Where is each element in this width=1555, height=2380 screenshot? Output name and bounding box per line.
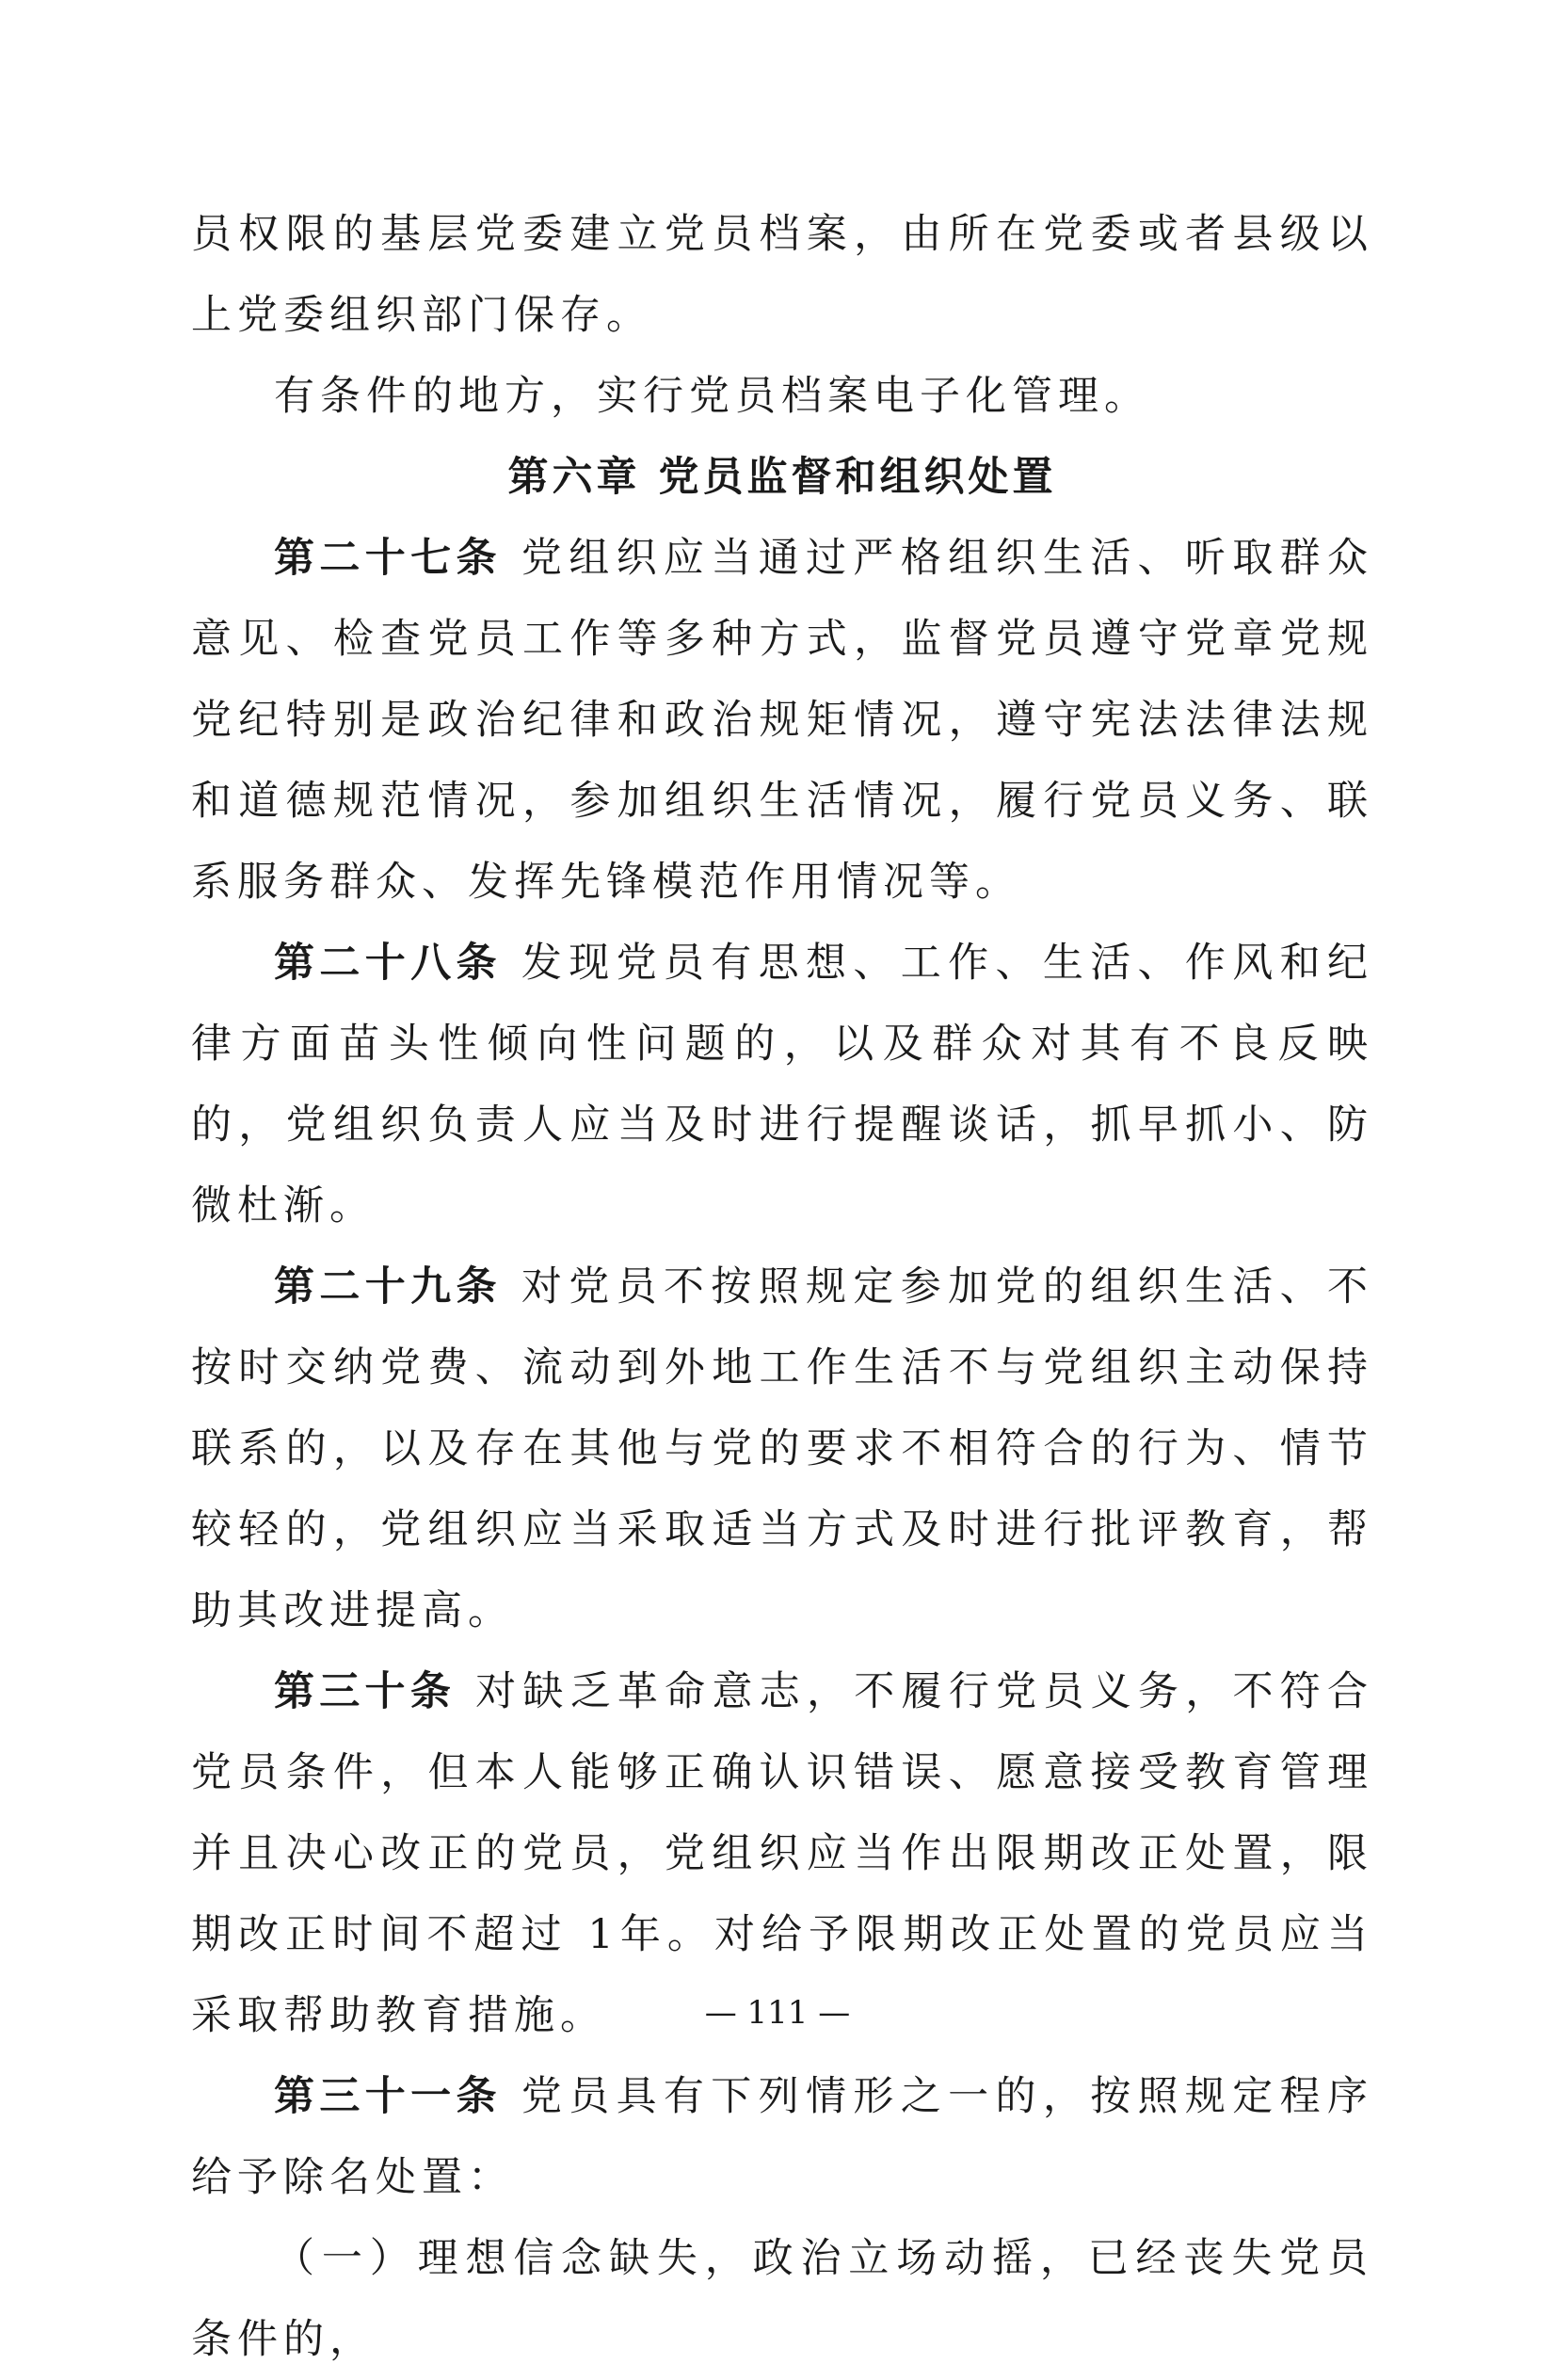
article-number: 第二十八条 [274, 940, 502, 987]
article-31 [191, 2056, 1373, 2218]
list-item-1: （一）理想信念缺失，政治立场动摇，已经丧失党员条件的， [191, 2235, 1373, 2363]
article-29 [191, 1246, 1373, 1651]
article-number: 第三十一条 [274, 2073, 502, 2120]
article-number: 第二十九条 [274, 1263, 502, 1311]
article-text: 发现党员有思想、工作、生活、作风和纪律方面苗头性倾向性问题的，以及群众对其有不良反映的，党组织负责人应当及时进行提醒谈话，抓早抓小、防微杜渐。 [191, 940, 1373, 1230]
document-body [191, 194, 1373, 2380]
article-28 [191, 923, 1373, 1246]
paragraph-archive-keeping: 员权限的基层党委建立党员档案，由所在党委或者县级以上党委组织部门保存。 [191, 211, 1373, 339]
article-number: 第二十七条 [274, 535, 502, 582]
article-text: 党员具有下列情形之一的，按照规定程序给予除名处置： [191, 2073, 1373, 2201]
paragraph-electronic-archives: 有条件的地方，实行党员档案电子化管理。 [274, 373, 1150, 420]
article-text: 对缺乏革命意志，不履行党员义务，不符合党员条件，但本人能够正确认识错误、愿意接受教育管理并且决心改正的党员，党组织应当作出限期改正处置，限期改正时间不超过 1年。对给予限期改正处置的党员应当采取帮助教育措施。 [191, 1668, 1374, 2039]
article-number: 第三十条 [274, 1668, 457, 1715]
article-text: 党组织应当通过严格组织生活、听取群众意见、检查党员工作等多种方式，监督党员遵守党章党规党纪特别是政治纪律和政治规矩情况，遵守宪法法律法规和道德规范情况，参加组织生活情况，履行党员义务、联系服务群众、发挥先锋模范作用情况等。 [191, 535, 1373, 906]
article-text: 对党员不按照规定参加党的组织生活、不按时交纳党费、流动到外地工作生活不与党组织主动保持联系的，以及存在其他与党的要求不相符合的行为、情节较轻的，党组织应当采取适当方式及时进行批评教育，帮助其改进提高。 [191, 1263, 1373, 1634]
article-27 [191, 518, 1373, 923]
page-number: — 111 — [704, 1994, 851, 2032]
chapter-title: 第六章 党员监督和组织处置 [507, 454, 1057, 501]
